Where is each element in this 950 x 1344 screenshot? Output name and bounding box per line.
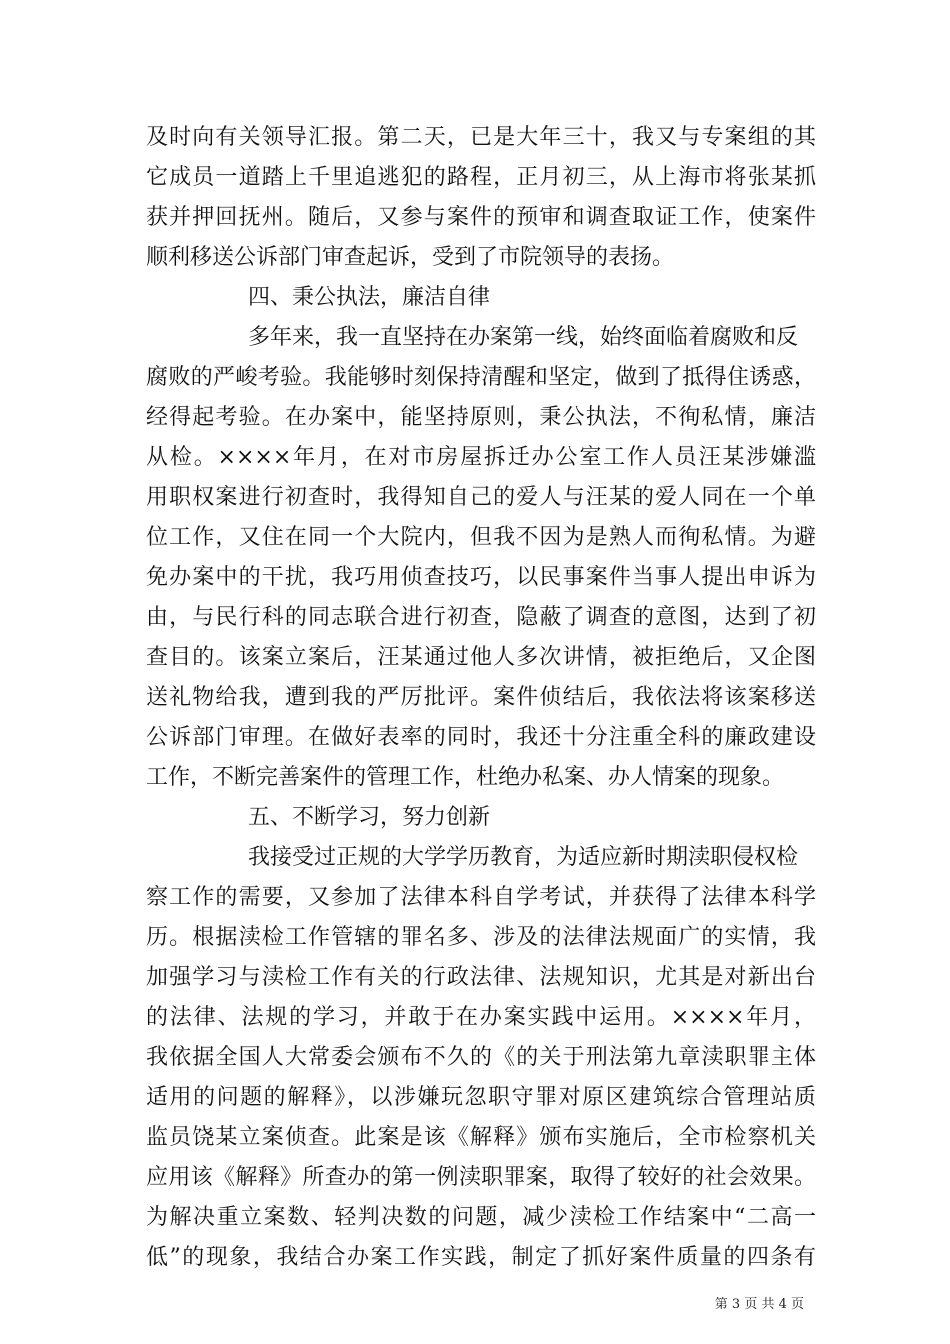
text-line: 工作，不断完善案件的管理工作，杜绝办私案、办人情案的现象。: [146, 765, 785, 790]
text-line: 经得起考验。在办案中，能坚持原则，秉公执法，不徇私情，廉洁: [146, 405, 816, 430]
text-line: 送礼物给我，遭到我的严厉批评。案件侦结后，我依法将该案移送: [146, 685, 816, 710]
text-line: 监员饶某立案侦查。此案是该《解释》颁布实施后，全市检察机关: [146, 1125, 816, 1150]
text-line: 多年来，我一直坚持在办案第一线，始终面临着腐败和反: [248, 325, 799, 350]
body-text: [146, 118, 816, 1278]
text-line: 查目的。该案立案后，汪某通过他人多次讲情，被拒绝后，又企图: [146, 645, 816, 670]
text-line: 用职权案进行初查时，我得知自己的爱人与汪某的爱人同在一个单: [146, 485, 816, 510]
section-heading-5: 五、不断学习，努力创新: [248, 805, 491, 830]
text-line: 加强学习与渎检工作有关的行政法律、法规知识，尤其是对新出台: [146, 965, 816, 990]
text-line: 我依据全国人大常委会颁布不久的《的关于刑法第九章渎职罪主体: [146, 1045, 816, 1070]
text-line: 及时向有关领导汇报。第二天，已是大年三十，我又与专案组的其: [146, 125, 816, 150]
text-line: 适用的问题的解释》，以涉嫌玩忽职守罪对原区建筑综合管理站质: [146, 1085, 816, 1110]
text-line: 腐败的严峻考验。我能够时刻保持清醒和坚定，做到了抵得住诱惑，: [146, 365, 816, 390]
text-line: 的法律、法规的学习，并敢于在办案实践中运用。××××年月，: [146, 1005, 816, 1030]
text-line: 获并押回抚州。随后，又参与案件的预审和调查取证工作，使案件: [146, 205, 816, 230]
text-line: 位工作，又住在同一个大院内，但我不因为是熟人而徇私情。为避: [146, 525, 816, 550]
text-line: 顺利移送公诉部门审查起诉，受到了市院领导的表扬。: [146, 245, 675, 270]
text-line: 从检。××××年月，在对市房屋拆迁办公室工作人员汪某涉嫌滥: [146, 445, 816, 470]
text-line: 察工作的需要，又参加了法律本科自学考试，并获得了法律本科学: [146, 885, 816, 910]
text-line: 由，与民行科的同志联合进行初查，隐蔽了调查的意图，达到了初: [146, 605, 816, 630]
text-line: 应用该《解释》所查办的第一例渎职罪案，取得了较好的社会效果。: [146, 1165, 816, 1190]
text-line: 免办案中的干扰，我巧用侦查技巧，以民事案件当事人提出申诉为: [146, 565, 816, 590]
text-line: 公诉部门审理。在做好表率的同时，我还十分注重全科的廉政建设: [146, 725, 816, 750]
section-heading-4: 四、秉公执法，廉洁自律: [248, 285, 491, 310]
text-line: 历。根据渎检工作管辖的罪名多、涉及的法律法规面广的实情，我: [146, 925, 816, 950]
text-line: 低”的现象，我结合办案工作实践，制定了抓好案件质量的四条有: [146, 1245, 816, 1270]
text-line: 它成员一道踏上千里追逃犯的路程，正月初三，从上海市将张某抓: [146, 165, 816, 190]
page-number: 第 3 页 共 4 页: [714, 1297, 804, 1312]
text-line: 我接受过正规的大学学历教育，为适应新时期渎职侵权检: [248, 845, 799, 870]
text-line: 为解决重立案数、轻判决数的问题，减少渎检工作结案中“二高一: [146, 1205, 816, 1230]
